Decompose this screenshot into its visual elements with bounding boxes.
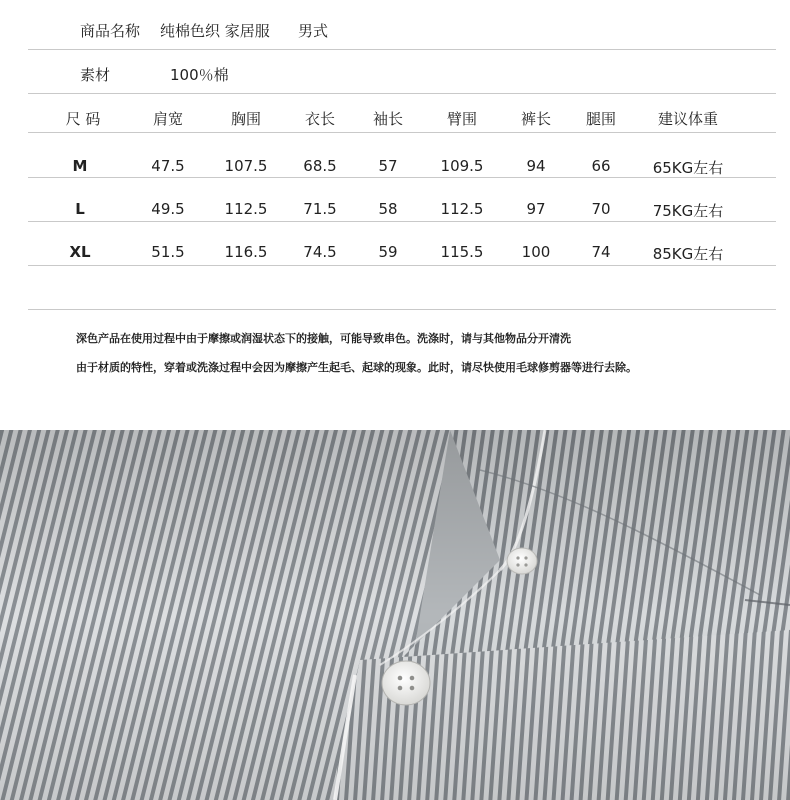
header-arm: 臂围 — [446, 110, 478, 128]
cell-chest: 107.5 — [224, 157, 268, 175]
header-thigh: 腿围 — [585, 110, 617, 128]
cell-weight: 85KG左右 — [652, 245, 724, 263]
cell-size: XL — [69, 243, 91, 261]
cell-weight: 75KG左右 — [652, 202, 724, 220]
cell-arm: 109.5 — [440, 157, 484, 175]
table-rule — [28, 309, 776, 310]
fabric-detail-photo — [0, 430, 790, 800]
cell-arm: 112.5 — [440, 200, 484, 218]
material-row — [28, 50, 776, 94]
cell-length: 68.5 — [303, 157, 337, 175]
table-rule — [28, 221, 776, 222]
upper-button — [507, 548, 537, 574]
striped-shirt-image — [0, 430, 790, 800]
cell-shoulder: 49.5 — [151, 200, 185, 218]
cell-thigh: 70 — [591, 200, 611, 218]
cell-length: 74.5 — [303, 243, 337, 261]
cell-arm: 115.5 — [440, 243, 484, 261]
cell-sleeve: 59 — [378, 243, 398, 261]
cell-pants-length: 97 — [526, 200, 546, 218]
care-note-line-2: 由于材质的特性，穿着或洗涤过程中会因为摩擦产生起毛、起球的现象。此时，请尽快使用毛球修剪器等进行去除。 — [76, 361, 637, 374]
cell-chest: 112.5 — [224, 200, 268, 218]
header-shoulder: 肩宽 — [152, 110, 184, 128]
product-name-row — [28, 6, 776, 50]
cell-pants-length: 94 — [526, 157, 546, 175]
header-length: 衣长 — [304, 110, 336, 128]
product-name-value: 纯棉色织 家居服 — [160, 22, 270, 40]
cell-sleeve: 58 — [378, 200, 398, 218]
cell-sleeve: 57 — [378, 157, 398, 175]
product-gender: 男式 — [298, 22, 329, 40]
cell-thigh: 66 — [591, 157, 611, 175]
header-sleeve: 袖长 — [372, 110, 404, 128]
header-chest: 胸围 — [230, 110, 262, 128]
lower-button — [382, 661, 430, 705]
table-rule — [28, 177, 776, 178]
cell-size: M — [72, 157, 88, 175]
cell-shoulder: 51.5 — [151, 243, 185, 261]
care-note-line-1: 深色产品在使用过程中由于摩擦或润湿状态下的接触，可能导致串色。洗涤时，请与其他物品分开清洗 — [76, 332, 571, 345]
material-value: 100％棉 — [170, 66, 229, 84]
cell-thigh: 74 — [591, 243, 611, 261]
header-size: 尺 码 — [65, 110, 101, 128]
table-rule — [28, 132, 776, 133]
cell-size: L — [75, 200, 85, 218]
cell-weight: 65KG左右 — [652, 159, 724, 177]
material-label: 素材 — [80, 66, 111, 84]
cell-shoulder: 47.5 — [151, 157, 185, 175]
cell-pants-length: 100 — [521, 243, 551, 261]
cell-chest: 116.5 — [224, 243, 268, 261]
product-name-label: 商品名称 — [80, 22, 141, 40]
header-pants-length: 裤长 — [520, 110, 552, 128]
header-weight: 建议体重 — [657, 110, 719, 128]
table-rule — [28, 265, 776, 266]
cell-length: 71.5 — [303, 200, 337, 218]
